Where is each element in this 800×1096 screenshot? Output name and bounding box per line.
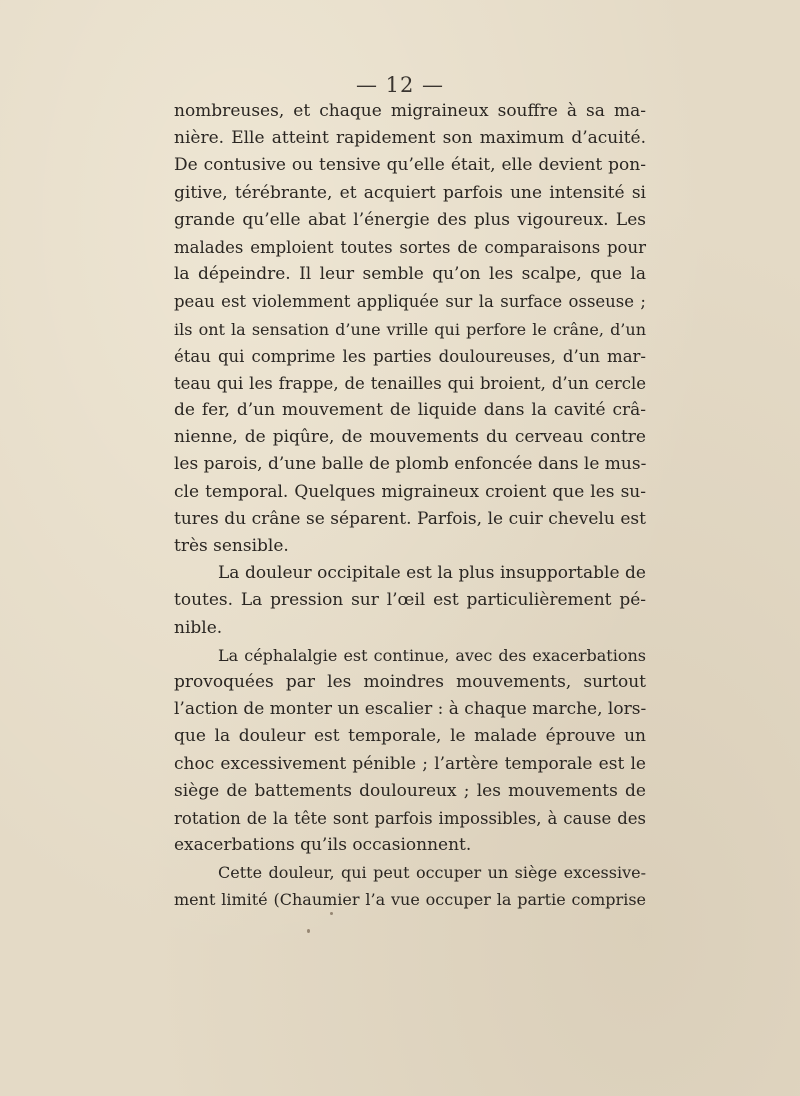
text-line: toutes. La pression sur l’œil est particulièrement pé- — [174, 590, 646, 611]
text-line: tures du crâne se séparent. Parfois, le cuir chevelu est — [174, 508, 646, 529]
text-line: siège de battements douloureux ; les mouvements de — [174, 780, 646, 801]
text-line: ment limité (Chaumier l’a vue occuper la partie comprise — [174, 890, 646, 910]
text-line: grande qu’elle abat l’énergie des plus vigoureux. Les — [174, 209, 646, 230]
text-line: ils ont la sensation d’une vrille qui perfore le crâne, d’un — [174, 319, 646, 339]
text-line: choc excessivement pénible ; l’artère temporale est le — [174, 753, 646, 774]
paper-speck — [307, 929, 310, 933]
text-line: La céphalalgie est continue, avec des exacerbations — [218, 645, 646, 665]
text-line: l’action de monter un escalier : à chaque marche, lors- — [174, 699, 647, 720]
text-line: malades emploient toutes sortes de comparaisons pour — [174, 237, 646, 257]
text-line: de fer, d’un mouvement de liquide dans la cavité crâ- — [174, 400, 646, 421]
body-text — [174, 98, 646, 914]
text-line: teau qui les frappe, de tenailles qui broient, d’un cercle — [174, 373, 646, 393]
text-line: les parois, d’une balle de plomb enfoncée dans le mus- — [174, 454, 647, 475]
text-line: très sensible. — [174, 536, 289, 556]
text-line: Cette douleur, qui peut occuper un siège excessive- — [218, 863, 646, 883]
text-line: nienne, de piqûre, de mouvements du cerveau contre — [174, 427, 646, 448]
text-line: De contusive ou tensive qu’elle était, elle devient pon- — [174, 155, 646, 176]
text-line: nombreuses, et chaque migraineux souffre à sa ma- — [174, 101, 646, 121]
text-line: provoquées par les moindres mouvements, surtout — [174, 671, 646, 692]
text-line: gitive, térébrante, et acquiert parfois une intensité si — [174, 182, 646, 203]
text-line: nière. Elle atteint rapidement son maximum d’acuité. — [174, 128, 646, 149]
text-line: La douleur occipitale est la plus insupportable de — [218, 563, 646, 584]
text-line: la dépeindre. Il leur semble qu’on les scalpe, que la — [174, 264, 646, 285]
text-line: peau est violemment appliquée sur la surface osseuse ; — [174, 292, 646, 312]
text-line: cle temporal. Quelques migraineux croient que les su- — [174, 481, 646, 502]
text-line: étau qui comprime les parties douloureuses, d’un mar- — [174, 346, 646, 366]
text-line: que la douleur est temporale, le malade éprouve un — [174, 726, 646, 747]
text-line: exacerbations qu’ils occasionnent. — [174, 835, 472, 856]
page-number: — 12 — — [355, 73, 445, 97]
paper-speck — [330, 912, 333, 915]
text-line: rotation de la tête sont parfois impossibles, à cause des — [174, 808, 646, 828]
text-line: nible. — [174, 617, 223, 638]
